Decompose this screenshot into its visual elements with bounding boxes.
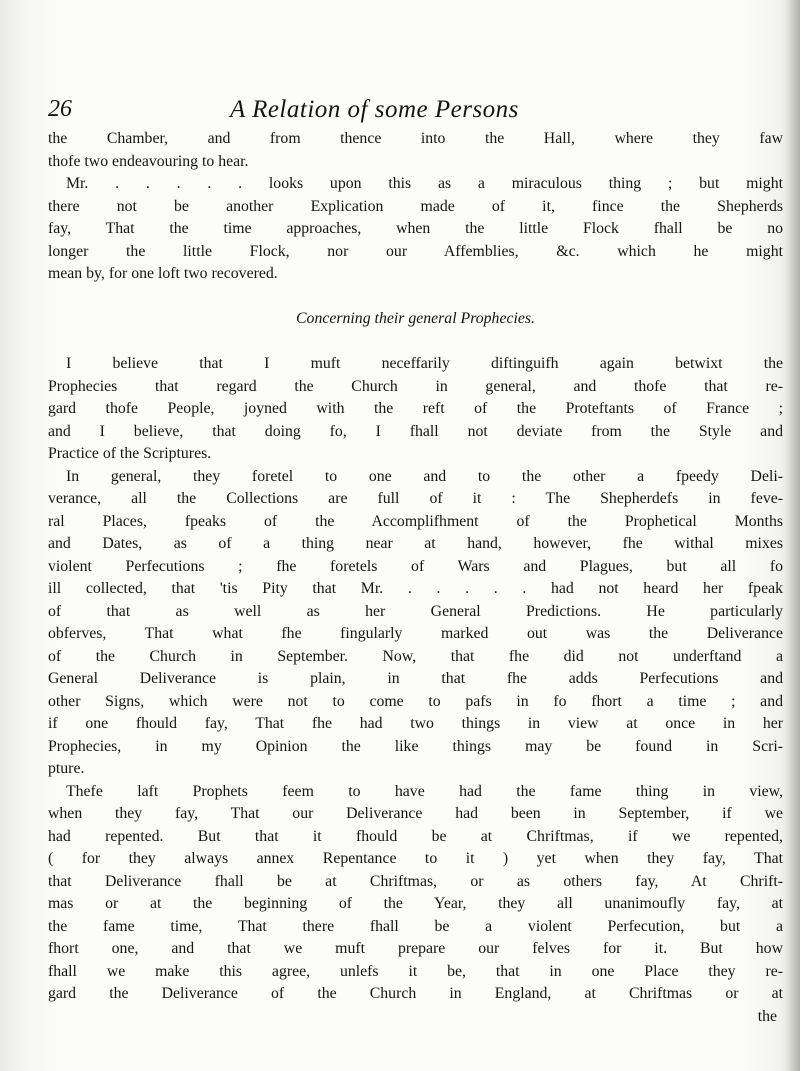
text-line: and I believe, that doing fo, I fhall not deviate from the Style and [48,422,783,440]
text-line: General Deliverance is plain, in that fhe adds Perfecutions and [48,670,783,687]
text-line: fay, That the time approaches, when the little Flock fhall be no [48,220,783,237]
text-line: ( for they always annex Repentance to it ) yet when they fay, That [48,850,783,867]
page-number: 26 [48,96,72,122]
text-line: ill collected, that 'tis Pity that Mr. . . . . . had not heard her fpeak [48,580,783,597]
catchword: the [757,1007,777,1025]
text-line: Practice of the Scriptures. [48,445,212,462]
text-line: when they fay, That our Deliverance had been in September, if we [48,805,783,822]
text-line: other Signs, which were not to come to pafs in fo fhort a time ; and [48,692,783,710]
text-line: of that as well as her General Predictions. He particularly [48,602,783,620]
text-line: obferves, That what fhe fingularly marked out was the Deliverance [48,625,783,642]
text-line: there not be another Explication made of it, fince the Shepherds [48,197,783,215]
text-line: ral Places, fpeaks of the Accomplifhment of the Prophetical Months [48,512,783,530]
text-line: verance, all the Collections are full of it : The Shepherdefs in feve- [48,490,783,507]
blank-line [48,286,783,309]
text-line: that Deliverance fhall be at Chriftmas, or as others fay, At Chrift- [48,872,783,890]
text-line: In general, they foretel to one and to the other a fpeedy Deli- [66,467,783,485]
running-head: A Relation of some Persons [230,96,519,123]
text-line: of the Church in September. Now, that fhe did not underftand a [48,647,783,665]
text-line: had repented. But that it fhould be at Chriftmas, if we repented, [48,827,783,845]
page-edge-shadow [786,0,800,1071]
text-line: pture. [48,760,85,777]
text-line: Prophecies that regard the Church in general, and thofe that re- [48,377,783,395]
text-line: the fame time, That there fhall be a violent Perfecution, but a [48,917,783,935]
page-header [40,96,780,126]
text-line: Thefe laft Prophets feem to have had the fame thing in view, [66,782,783,800]
blank-line [48,331,783,354]
text-line: and Dates, as of a thing near at hand, however, fhe withal mixes [48,535,783,552]
text-line: Mr. . . . . . looks upon this as a miraculous thing ; but might [66,175,783,192]
text-line: fhall we make this agree, unlefs it be, that in one Place they re- [48,962,783,980]
text-line: gard the Deliverance of the Church in England, at Chriftmas or at [48,985,783,1002]
section-heading: Concerning their general Prophecies. [296,310,535,327]
text-line: Prophecies, in my Opinion the like things may be found in Scri- [48,737,783,755]
text-line: I believe that I muft neceffarily diftinguifh again betwixt the [66,355,783,372]
text-line: the Chamber, and from thence into the Hall, where they faw [48,130,783,147]
text-line: violent Perfecutions ; fhe foretels of Wars and Plagues, but all fo [48,557,783,575]
body-text [48,128,783,1028]
text-line: gard thofe People, joyned with the reft of the Proteftants of France ; [48,400,783,417]
text-line: thofe two endeavouring to hear. [48,152,249,170]
text-line: if one fhould fay, That fhe had two things in view at once in her [48,715,783,732]
text-line: fhort one, and that we muft prepare our felves for it. But how [48,940,783,957]
text-line: mean by, for one loft two recovered. [48,265,278,282]
text-line: mas or at the beginning of the Year, they all unanimoufly fay, at [48,895,783,912]
text-line: longer the little Flock, nor our Affemblies, &c. which he might [48,242,783,260]
